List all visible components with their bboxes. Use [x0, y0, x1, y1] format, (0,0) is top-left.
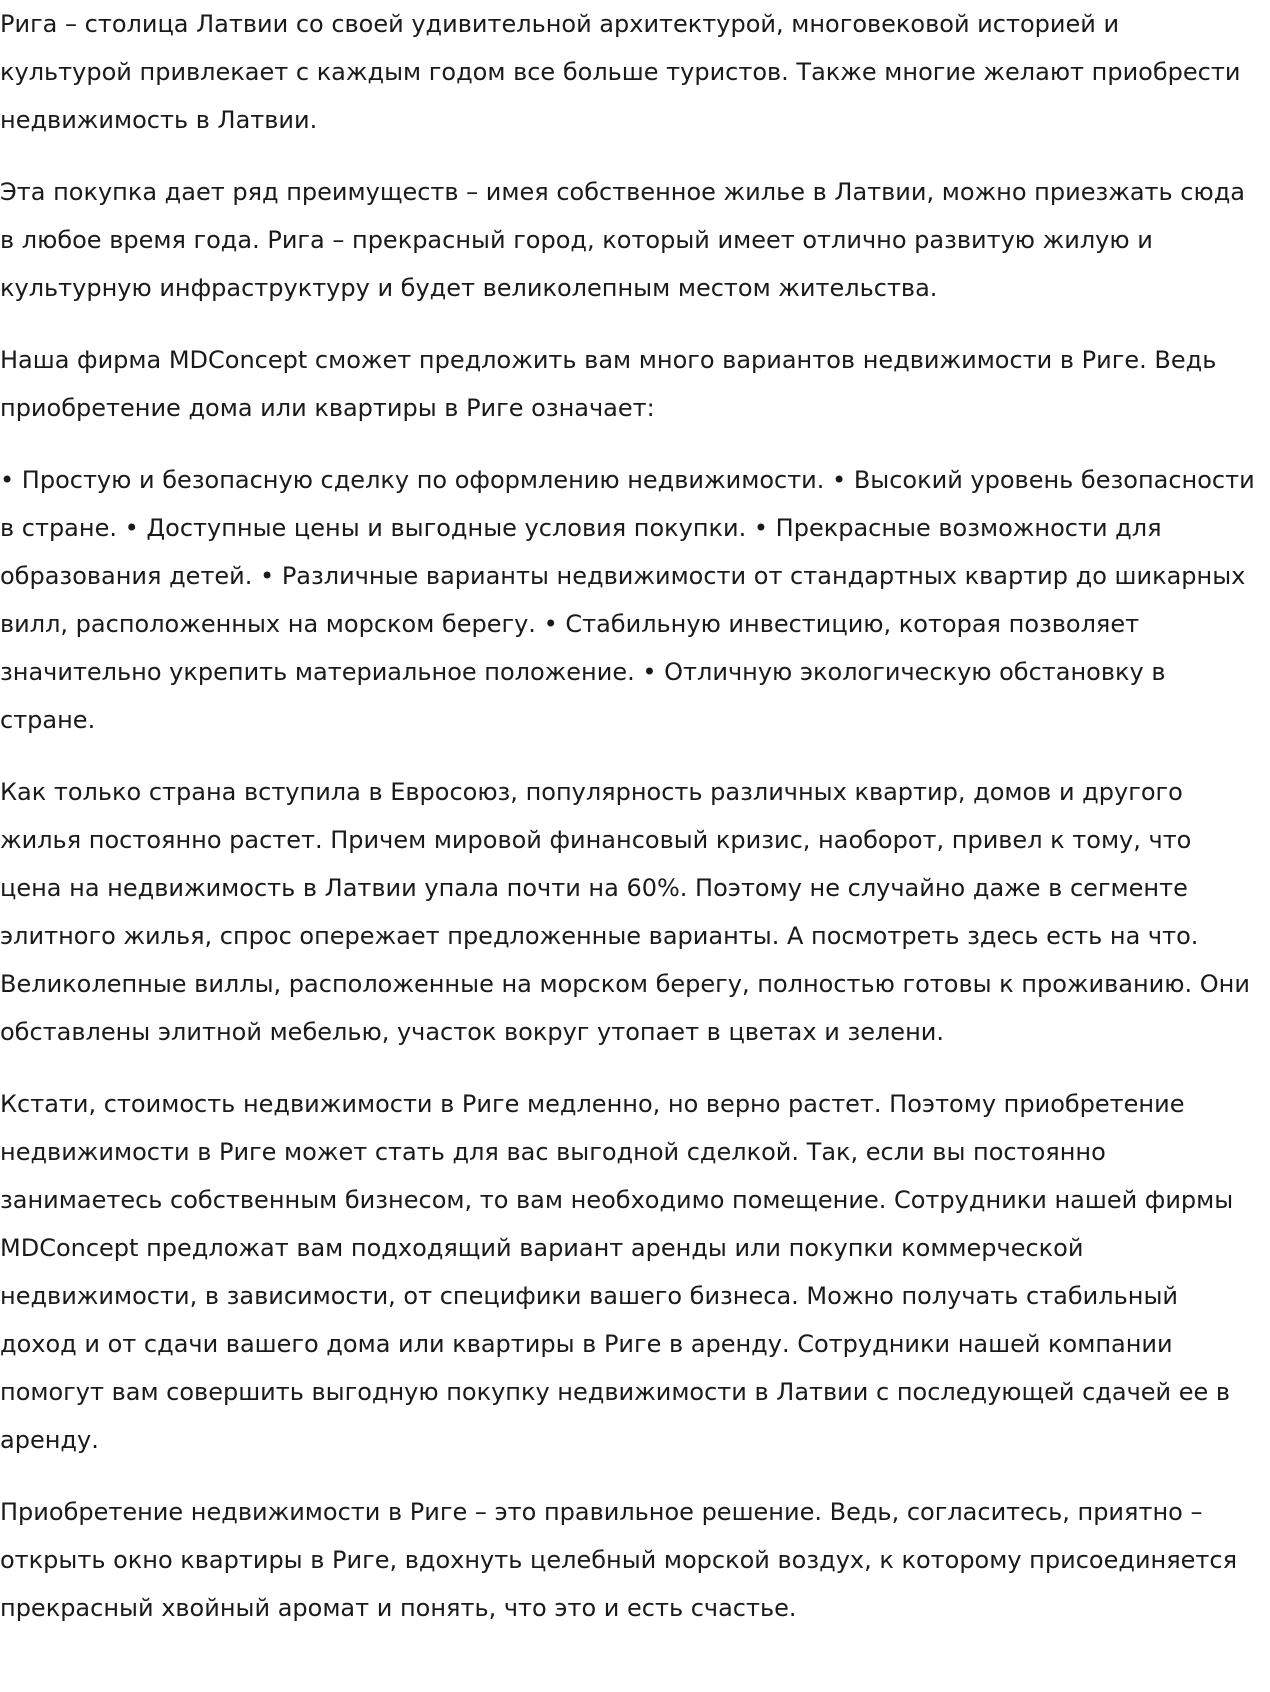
- paragraph-conclusion: Приобретение недвижимости в Риге – это правильное решение. Ведь, согласитесь, приятно – открыть окно квартиры в Риге, вдохнуть целебный морской воздух, к которому присоединяется прекрасный хвойный аромат и понять, что это и есть счастье.: [0, 1498, 1238, 1622]
- paragraph-intro: Рига – столица Латвии со своей удивительной архитектурой, многовековой историей и культурой привлекает с каждым годом все больше туристов. Также многие желают приобрести недвижимость в Латвии.: [0, 10, 1241, 134]
- paragraph-advantages: Эта покупка дает ряд преимуществ – имея собственное жилье в Латвии, можно приезжать сюда в любое время года. Рига – прекрасный город, который имеет отлично развитую жилую и культурную инфраструктуру и будет великолепным местом жительства.: [0, 178, 1245, 302]
- paragraph-offer: Наша фирма MDConcept сможет предложить вам много вариантов недвижимости в Риге. Ведь приобретение дома или квартиры в Риге означает:: [0, 346, 1217, 422]
- paragraph-market: Как только страна вступила в Евросоюз, популярность различных квартир, домов и другого жилья постоянно растет. Причем мировой финансовый кризис, наоборот, привел к тому, что цена на недвижимость в Латвии упала почти на 60%. Поэтому не случайно даже в сегменте элитного жилья, спрос опережает предложенные варианты. А посмотреть здесь есть на что. Великолепные виллы, расположенные на морском берегу, полностью готовы к проживанию. Они обставлены элитной мебелью, участок вокруг утопает в цветах и зелени.: [0, 778, 1250, 1046]
- paragraph-benefits-list: • Простую и безопасную сделку по оформлению недвижимости. • Высокий уровень безопасности в стране. • Доступные цены и выгодные условия покупки. • Прекрасные возможности для образования детей. • Различные варианты недвижимости от стандартных квартир до шикарных вилл, расположенных на морском берегу. • Стабильную инвестицию, которая позволяет значительно укрепить материальное положение. • Отличную экологическую обстановку в стране.: [0, 466, 1255, 734]
- paragraph-investment: Кстати, стоимость недвижимости в Риге медленно, но верно растет. Поэтому приобретение недвижимости в Риге может стать для вас выгодной сделкой. Так, если вы постоянно занимаетесь собственным бизнесом, то вам необходимо помещение. Сотрудники нашей фирмы MDConcept предложат вам подходящий вариант аренды или покупки коммерческой недвижимости, в зависимости, от специфики вашего бизнеса. Можно получать стабильный доход и от сдачи вашего дома или квартиры в Риге в аренду. Сотрудники нашей компании помогут вам совершить выгодную покупку недвижимости в Латвии с последующей сдачей ее в аренду.: [0, 1090, 1234, 1454]
